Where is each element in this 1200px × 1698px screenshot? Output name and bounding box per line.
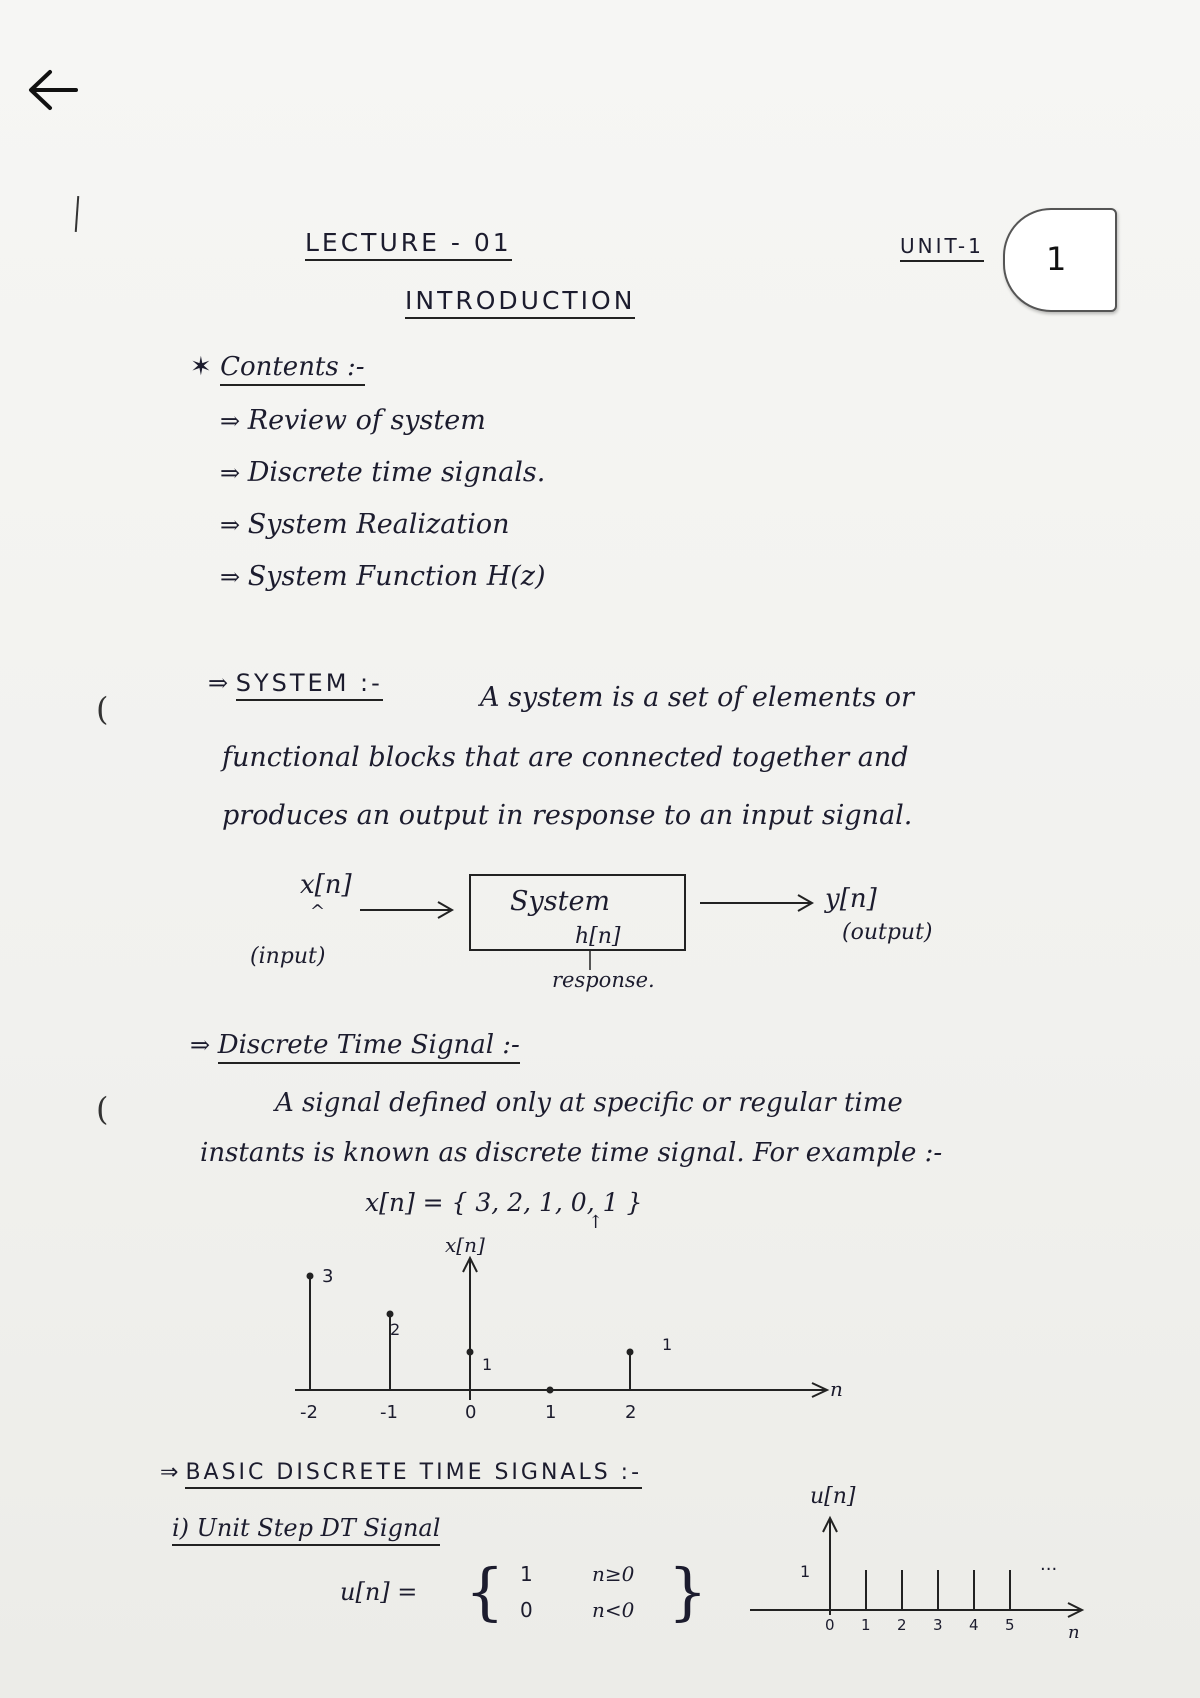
stem-point (547, 1387, 554, 1394)
basic-signals-heading: ⇒ BASIC DISCRETE TIME SIGNALS :- (160, 1460, 642, 1485)
case1-value: 1 (520, 1562, 533, 1586)
contents-item: ⇒ Review of system (220, 395, 546, 447)
unit-step-tick-label: 5 (1005, 1616, 1015, 1634)
dts-definition-line: instants is known as discrete time signal. For example :- (200, 1138, 943, 1168)
back-button[interactable] (22, 60, 82, 120)
diagram-input-label: x[n] (300, 870, 352, 900)
unit-step-continuation: ... (1040, 1554, 1058, 1575)
system-block-diagram (230, 855, 1010, 1015)
arrow-left-icon (26, 68, 78, 112)
diagram-input-caption: (input) (250, 944, 326, 969)
unit-step-tick-label: 4 (969, 1616, 979, 1634)
dts-origin-marker: ↑ (588, 1212, 604, 1233)
plot-value-label: 2 (390, 1320, 401, 1339)
unit-step-plot-xlabel: n (1068, 1622, 1080, 1643)
contents-list (220, 395, 546, 603)
contents-item: ⇒ System Function H(z) (220, 551, 546, 603)
diagram-impulse-caption: response. (552, 968, 655, 992)
unit-step-plot (750, 1475, 1110, 1655)
unit-step-definition (330, 1545, 710, 1635)
unit-step-plot-ylabel: u[n] (810, 1484, 856, 1509)
right-brace: } (668, 1555, 708, 1628)
stem-point (627, 1349, 634, 1356)
plot-value-label: 1 (662, 1335, 673, 1354)
contents-heading: ✶ Contents :- (190, 352, 365, 382)
margin-mark (75, 196, 80, 232)
unit-step-tick-label: 0 (825, 1616, 835, 1634)
diagram-output-caption: (output) (842, 920, 933, 945)
case2-condition: n<0 (592, 1598, 635, 1622)
topic-title: INTRODUCTION (405, 286, 635, 319)
dts-definition-line: A signal defined only at specific or regular time (275, 1088, 903, 1118)
stem-point (387, 1311, 394, 1318)
dts-heading: ⇒ Discrete Time Signal :- (190, 1030, 520, 1060)
unit-step-tick-label: 3 (933, 1616, 943, 1634)
system-definition-line: produces an output in response to an input signal. (222, 800, 913, 831)
system-definition-line: functional blocks that are connected together and (222, 742, 909, 773)
case2-value: 0 (520, 1598, 533, 1622)
system-definition-line: A system is a set of elements or (480, 682, 914, 713)
unit-label: UNIT-1 (900, 234, 984, 262)
dts-example: x[n] = { 3, 2, 1, 0, 1 } (365, 1188, 643, 1217)
plot-y-label: x[n] (445, 1233, 485, 1257)
x-tick-label: 2 (625, 1402, 637, 1423)
x-tick-label: 0 (465, 1402, 477, 1423)
unit-step-plot-value: 1 (800, 1562, 811, 1581)
contents-item: ⇒ Discrete time signals. (220, 447, 546, 499)
dts-stem-plot (290, 1230, 850, 1430)
diagram-input-marker: ^ (310, 901, 326, 922)
left-brace: { (465, 1555, 505, 1628)
plot-value-label: 3 (322, 1266, 334, 1287)
page-number: 1 (1046, 240, 1067, 278)
diagram-impulse-label: h[n] (575, 924, 621, 949)
x-tick-label: 1 (545, 1402, 557, 1423)
unit-step-tick-label: 2 (897, 1616, 907, 1634)
system-heading: ⇒ SYSTEM :- (208, 668, 383, 698)
plot-x-label: n (830, 1377, 843, 1401)
unit-step-lhs: u[n] = (340, 1578, 418, 1606)
unit-step-heading: i) Unit Step DT Signal (172, 1514, 440, 1542)
unit-step-tick-label: 1 (861, 1616, 871, 1634)
margin-paren: ( (96, 690, 109, 728)
diagram-system-label: System (510, 886, 611, 917)
case1-condition: n≥0 (592, 1562, 635, 1586)
margin-paren: ( (96, 1090, 109, 1128)
stem-point (467, 1349, 474, 1356)
diagram-output-label: y[n] (825, 884, 877, 914)
lecture-title: LECTURE - 01 (305, 228, 512, 261)
x-tick-label: -1 (380, 1402, 398, 1423)
stem-point (307, 1273, 314, 1280)
contents-item: ⇒ System Realization (220, 499, 546, 551)
plot-value-label: 1 (482, 1355, 493, 1374)
x-tick-label: -2 (300, 1402, 318, 1423)
